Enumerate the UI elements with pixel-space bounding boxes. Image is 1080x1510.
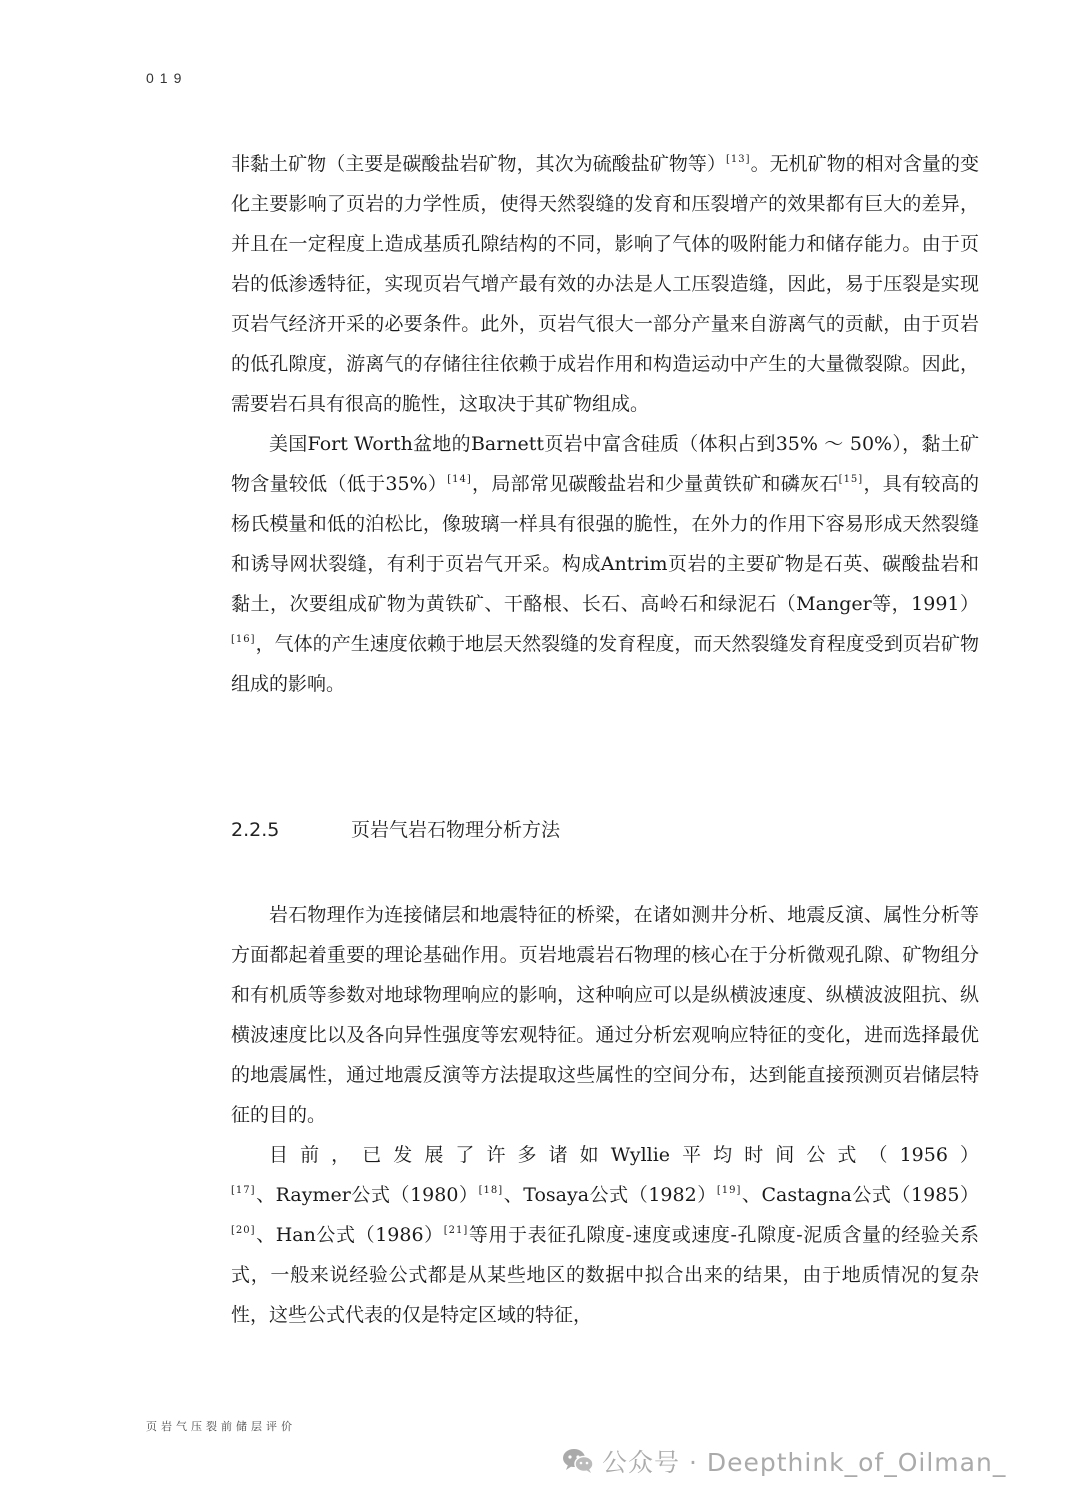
citation[interactable]: [15] <box>838 474 864 485</box>
citation[interactable]: [16] <box>231 634 256 645</box>
section-heading <box>231 815 560 842</box>
text-run: ，具有较高的杨氏模量和低的泊松比，像玻璃一样具有很强的脆性，在外力的作用下容易形成天然裂缝和诱导网状裂缝，有利于页岩气开采。构成Antrim页岩的主要矿物是石英、碳酸盐岩和黏土，次要组成矿物为黄铁矿、干酪根、长石、高岭石和绿泥石（Manger等，1991） <box>231 473 979 615</box>
running-footer: 页岩气压裂前储层评价 <box>146 1420 296 1433</box>
text-run: 等用于表征孔隙度-速度或速度-孔隙度-泥质含量的经验关系式，一般来说经验公式都是从某些地区的数据中拟合出来的结果，由于地质情况的复杂性，这些公式代表的仅是特定区域的特征， <box>231 1224 979 1326</box>
citation[interactable]: [17] <box>231 1185 256 1196</box>
body-text-upper <box>231 144 979 704</box>
paragraph <box>231 895 979 1135</box>
text-run: 、Castagna公式（1985） <box>741 1184 979 1206</box>
section-title: 页岩气岩石物理分析方法 <box>351 819 561 841</box>
text-run: 、Han公式（1986） <box>255 1224 444 1246</box>
paragraph <box>231 1135 979 1335</box>
text-run: 。无机矿物的相对含量的变化主要影响了页岩的力学性质，使得天然裂缝的发育和压裂增产的效果都有巨大的差异，并且在一定程度上造成基质孔隙结构的不同，影响了气体的吸附能力和储存能力。由于页岩的低渗透特征，实现页岩气增产最有效的办法是人工压裂造缝，因此，易于压裂是实现页岩气经济开采的必要条件。此外，页岩气很大一部分产量来自游离气的贡献，由于页岩的低孔隙度，游离气的存储往往依赖于成岩作用和构造运动中产生的大量微裂隙。因此，需要岩石具有很高的脆性，这取决于其矿物组成。 <box>231 153 979 415</box>
page-number: 019 <box>146 70 188 86</box>
paragraph <box>231 144 979 424</box>
citation[interactable]: [20] <box>231 1225 256 1236</box>
paragraph <box>231 424 979 704</box>
text-run: 、Tosaya公式（1982） <box>503 1184 717 1206</box>
wechat-icon <box>562 1448 594 1474</box>
citation[interactable]: [21] <box>443 1225 469 1236</box>
citation[interactable]: [19] <box>716 1185 742 1196</box>
body-text-lower <box>231 895 979 1335</box>
text-run: 美国Fort Worth盆地的Barnett页岩中富含硅质（体积占到35% ～ 50%），黏土矿物含量较低（低于35%） <box>231 433 979 495</box>
text-run: 非黏土矿物（主要是碳酸盐岩矿物，其次为硫酸盐矿物等） <box>231 153 726 175</box>
section-number: 2.2.5 <box>231 819 280 841</box>
text-run: 、Raymer公式（1980） <box>255 1184 479 1206</box>
text-run: 目前，已发展了许多诸如Wyllie平均时间公式（1956） <box>269 1144 979 1166</box>
citation[interactable]: [13] <box>726 154 751 165</box>
watermark-text: 公众号 · Deepthink_of_Oilman_ <box>602 1448 1007 1477</box>
text-run: ，局部常见碳酸盐岩和少量黄铁矿和磷灰石 <box>471 473 839 495</box>
watermark <box>562 1446 1006 1476</box>
citation[interactable]: [14] <box>447 474 472 485</box>
text-run: ，气体的产生速度依赖于地层天然裂缝的发育程度，而天然裂缝发育程度受到页岩矿物组成的影响。 <box>231 633 979 695</box>
text-run: 岩石物理作为连接储层和地震特征的桥梁，在诸如测井分析、地震反演、属性分析等方面都起着重要的理论基础作用。页岩地震岩石物理的核心在于分析微观孔隙、矿物组分和有机质等参数对地球物理响应的影响，这种响应可以是纵横波速度、纵横波波阻抗、纵横波速度比以及各向异性强度等宏观特征。通过分析宏观响应特征的变化，进而选择最优的地震属性，通过地震反演等方法提取这些属性的空间分布，达到能直接预测页岩储层特征的目的。 <box>231 904 979 1126</box>
citation[interactable]: [18] <box>478 1185 504 1196</box>
